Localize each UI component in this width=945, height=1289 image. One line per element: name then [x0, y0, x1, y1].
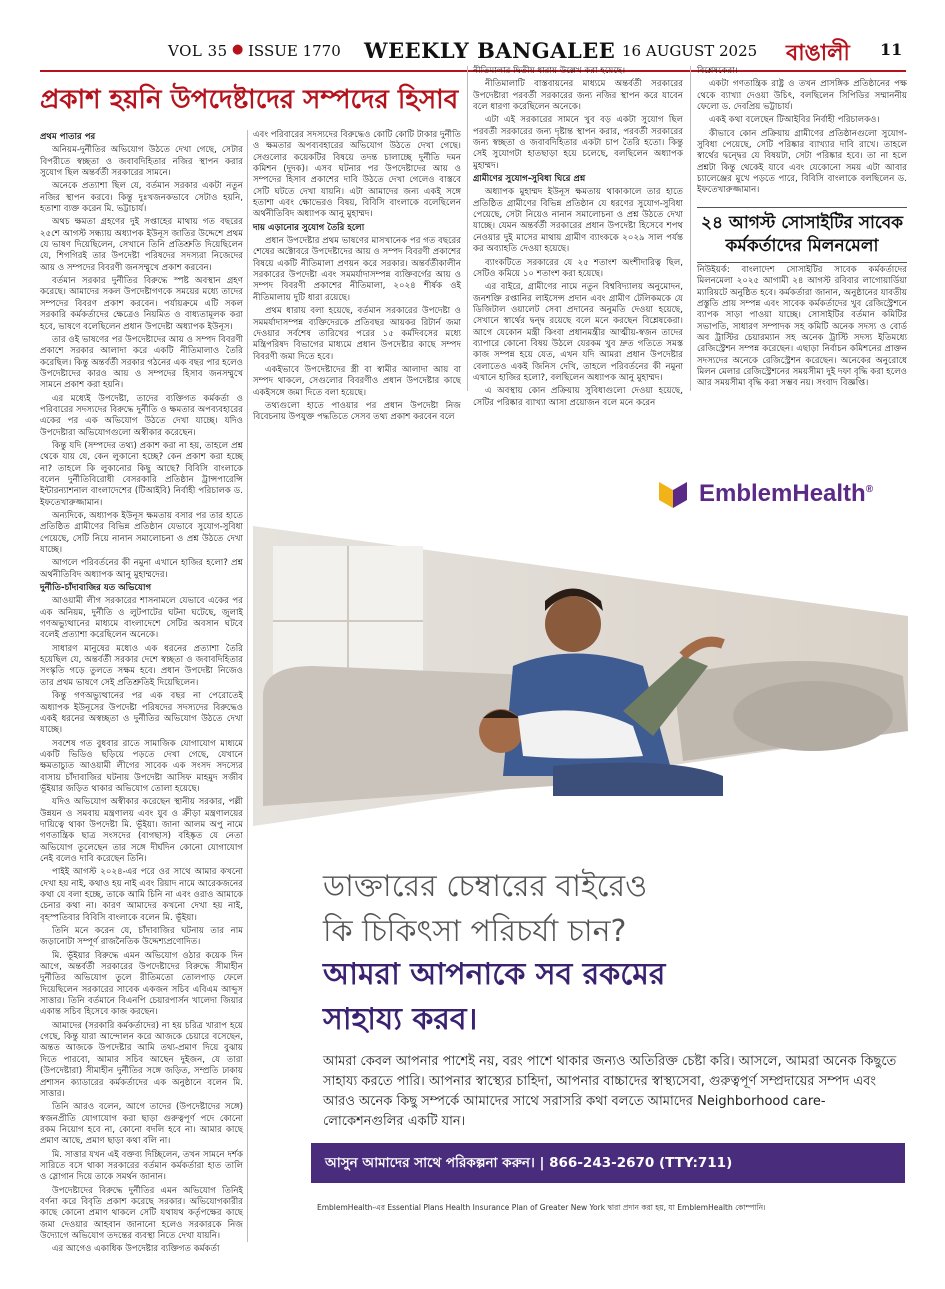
ad-call-to-action[interactable]: আসুন আমাদের সাথে পরিকল্পনা করুন। | 866-243-2670 (TTY:711) — [311, 1143, 905, 1183]
article-paragraph: যদিও অভিযোগ অস্বীকার করেছেন স্থানীয় সরকার, পল্লী উন্নয়ন ও সমবায় মন্ত্রণালয় এবং যুব ও ক্রীড়া মন্ত্রণালয়ের দায়িত্বে থাকা উপদেষ্টা মি. ভূঁইয়া। জানা আলম অপু নামে গণতান্ত্রিক ছাত্র সংসদের (বাগছাস) বহিষ্কৃত যে নেতা অভিযোগ তুলেছেন তার সঙ্গে দীর্ঘদিন কোনো যোগাযোগ নেই বলেও দাবি করেছেন তিনি। — [40, 797, 243, 864]
article-paragraph: বর্তমান সরকার দুর্নীতির বিরুদ্ধে স্পষ্ট অবস্থান গ্রহণ করেছে। আমাদের সকল উপদেষ্টাগণকে সময়ের মধ্যে তাদের সম্পদের বিবরণ প্রকাশ করবেন। পর্যায়ক্রমে এটি সকল সরকারি কর্মকর্তাদের ক্ষেত্রেও নিয়মিত ও বাধ্যতামূলক করা হবে, ভাষণে বলেছিলেন প্রধান উপদেষ্টা অধ্যাপক ইউনূস। — [40, 276, 243, 332]
article-paragraph: উপদেষ্টাদের বিরুদ্ধে দুর্নীতির এমন অভিযোগ তিনিই বর্ণনা করে বিবৃতি প্রকাশ করেছে সরকার। অভিযোগকারীর কাছে কোনো প্রমাণ থাকলে সেটি যথাযথ কর্তৃপক্ষের কাছে জমা দেওয়ার আহবান জানানো হলেও সরকারকে নিজ উদ্যোগে অভিযোগ তদন্তের ব্যবস্থা নিতে দেখা যায়নি। — [40, 1185, 243, 1241]
article-paragraph: অনিয়ম-দুর্নীতির অভিযোগ উঠতে দেখা গেছে, সেটার বিপরীতে স্বচ্ছতা ও জবাবদিহিতার নজির স্থাপন করার সুযোগ ছিল অন্তর্বর্তী সরকারের সামনে। — [40, 145, 243, 179]
issue-label: ISSUE 1770 — [248, 42, 341, 60]
article-paragraph: বিশ্লেষকেরা। — [697, 66, 738, 76]
issue-date: 16 AUGUST 2025 — [622, 42, 758, 60]
article-paragraph: সবশেষ গত বুধবার রাতে সামাজিক যোগাযোগ মাধ্যমে একটি ভিডিও ছড়িয়ে পড়তে দেখা গেছে, যেখানে ক্ষমতাচ্যুত আওয়ামী লীগের সাবেক এক সংসদ সদস্যের বাসায় চাঁদাবাজির ঘটনায় উপদেষ্টা আসিফ মাহমুদ সজীব ভূঁইয়ার জড়িত থাকার অভিযোগ তোলা হয়েছে। — [40, 738, 243, 794]
article-column-3 — [473, 66, 683, 408]
article-paragraph: অন্যদিকে, অধ্যাপক ইউনূস ক্ষমতায় বসার পর তার হাতে প্রতিষ্ঠিত গ্রামীণের বিভিন্ন প্রতিষ্ঠান যেভাবে সুযোগ-সুবিধা পেয়েছে, সেটি নিয়ে নানান সমালোচনা ও প্রশ্ন উঠতে দেখা যাচ্ছে। — [40, 511, 243, 556]
newspaper-logo: বাঙালী — [786, 41, 850, 66]
article-paragraph: এটা এই সরকারের সামনে খুব বড় একটা সুযোগ ছিল পরবর্তী সরকারের জন্য দৃষ্টান্ত স্থাপন করার, পরবর্তী সরকারের জন্য স্বচ্ছতা ও জবাবদিহিতার একটা চাপ তৈরি হতো। কিন্তু সেই সুযোগটা হাতছাড়া হয়ে চলেছে, বলছিলেন অধ্যাপক মুহাম্মদ। — [473, 115, 683, 171]
article-paragraph: তিনি মনে করেন যে, চাঁদাবাজির ঘটনায় তার নাম জড়ানোটা সম্পূর্ণ রাজনৈতিক উদ্দেশ্যপ্রণোদিত। — [40, 926, 243, 948]
article-paragraph: এর বাইরে, গ্রামীণের নামে নতুন বিশ্ববিদ্যালয় অনুমোদন, জনশক্তি রপ্তানির লাইসেন্স প্রদান এবং গ্রামীণ টেলিকমকে যে ডিজিটাল ওয়ালেট সেবা প্রদানের অনুমতি দেওয়া হয়েছে, সেখানে স্বার্থের দ্বন্দ্ব রয়েছে বলে মনে করছেন বিশ্লেষকেরা। আগে যেকোন মন্ত্রী কিংবা প্রধানমন্ত্রীর আত্মীয়-স্বজন তাদের ব্যাপারে কোনো বিষয় উঠলে যেরকম খুব দ্রুত গতিতে সমস্ত কাজ সম্পন্ন হয়ে যেত, এখন যদি আমরা প্রধান উপদেষ্টার বেলাতেও একই জিনিস দেখি, তাহলে পরিবর্তনের কী নমুনা এখানে হাজির হলো?, বলছিলেন অধ্যাপক আনু মুহাম্মদ। — [473, 282, 683, 383]
article-paragraph: সাধারণ মানুষের মধ্যেও এক ধরনের প্রত্যাশা তৈরি হয়েছিল যে, অন্তর্বর্তী সরকার দেশে স্বচ্ছতা ও জবাবদিহিতার সংস্কৃতি গড়ে তুলতে সক্ষম হবে। প্রধান উপদেষ্টা নিজেও তার প্রথম ভাষণে সেই প্রতিশ্রুতিই দিয়েছিলেন। — [40, 643, 243, 688]
news-box-body — [697, 265, 907, 389]
article-paragraph: নীতিমালার দ্বিতীয় ধারায় উল্লেখ করা হয়েছে। — [473, 66, 626, 76]
article-paragraph: অধ্যাপক মুহাম্মদ ইউনূস ক্ষমতায় থাকাকালে তার হাতে প্রতিষ্ঠিত গ্রামীণের বিভিন্ন প্রতিষ্ঠান যে ধরণের সুযোগ-সুবিধা পেয়েছে, সেটা নিয়েও নানান সমালোচনা ও প্রশ্ন উঠতে দেখা যাচ্ছে। যেমন অন্তর্বর্তী সরকারের প্রধান উপদেষ্টা হিসেবে শপথ নেওয়ার দুই মাসের মাথায় গ্রামীণ ব্যাংককে ২০২৯ সাল পর্যন্ত কর অব্যাহতি দেওয়া হয়েছে। — [473, 187, 683, 255]
article-paragraph: অনেকে প্রত্যাশা ছিল যে, বর্তমান সরকার একটা নতুন নজির স্থাপন করবে। কিন্তু দুঃখজনকভাবে সেটাও হয়নি, হতাশা ব্যক্ত করেন মি. ভট্টাচার্য। — [40, 181, 243, 215]
news-box-headline: ২৪ আগস্ট সোসাইটির সাবেক কর্মকর্তাদের মিলনমেলা — [697, 207, 907, 263]
column-divider — [690, 66, 691, 391]
emblemhealth-logo-icon — [655, 476, 691, 512]
publication-title: WEEKLY BANGALEE — [364, 38, 616, 63]
article-paragraph: এর আগেও একাধিক উপদেষ্টার ব্যক্তিগত কর্মকর্তা — [52, 1244, 220, 1255]
article-paragraph: এবং পরিবারের সদস্যদের বিরুদ্ধেও কোটি কোটি টাকার দুর্নীতি ও ক্ষমতার অপব্যবহারের অভিযোগ উঠতে দেখা গেছে। সেগুলোর কয়েকটির বিষয়ে তদন্ত চালাচ্ছে দুর্নীতি দমন কমিশন (দুদক)। এসব ঘটনার পর উপদেষ্টাদের আয় ও সম্পদের হিসাব প্রকাশের দাবি উঠতে দেখা গেলেও বাস্তবে সেটি ঘটতে দেখা যায়নি। এটা আমাদের জন্য একই সঙ্গে হতাশা এবং ক্ষোভেরও বিষয়, বিবিসি বাংলাকে বলেছিলেন অর্থনীতিবিদ অধ্যাপক আনু মুহাম্মদ। — [253, 130, 461, 220]
article-paragraph: কিন্তু যদি (সম্পদের তথ্য) প্রকাশ করা না হয়, তাহলে প্রশ্ন থেকে যায় যে, কেন লুকানো হচ্ছে? কেন প্রকাশ করা হচ্ছে না? তাহলে কি লুকানোর কিছু আছে? বিবিসি বাংলাকে বলেন দুর্নীতিবিরোধী বেসরকারি প্রতিষ্ঠান ট্রান্সপারেন্সি ইন্টারন্যাশনাল বাংলাদেশের (টিআইবি) নির্বাহী পরিচালক ড. ইফতেখারুজ্জামান। — [40, 440, 243, 508]
article-column-1 — [40, 130, 243, 1255]
ad-subheadline: আমরা আপনাকে সব রকমের সাহায্য করব। — [323, 957, 666, 1037]
ad-headline: ডাক্তারের চেম্বারের বাইরেও কি চিকিৎসা পরিচর্যা চান? — [323, 869, 648, 949]
article-column-4 — [697, 66, 907, 196]
emblemhealth-advertisement[interactable] — [253, 466, 908, 1244]
article-column-2 — [253, 130, 461, 423]
ad-disclaimer: EmblemHealth-এর Essential Plans Health Insurance Plan of Greater New York দ্বারা প্রদান করা হয়, যা EmblemHealth কোম্পানি। — [317, 1203, 766, 1212]
section-subheading: দুর্নীতি-চাঁদাবাজির যত অভিযোগ — [40, 583, 152, 594]
article-paragraph: কিন্তু গণঅভ্যুত্থানের পর এক বছর না পেরোতেই অধ্যাপক ইউনূসের উপদেষ্টা পরিষদের সদস্যদের বিরুদ্ধেও একই ধরনের অস্বচ্ছতা ও দুর্নীতির অভিযোগ উঠতে দেখা যাচ্ছে। — [40, 691, 243, 736]
separator-dot-icon: ● — [232, 42, 244, 57]
article-paragraph: মি. সাত্তার যখন এই বক্তব্য দিচ্ছিলেন, তখন সামনে দর্শক সারিতে বসে থাকা সরকারের বর্তমান কর্মকর্তারা হাত তালি ও স্লোগান দিয়ে তাকে সমর্থন জানান। — [40, 1149, 243, 1183]
article-paragraph: পাইই আগস্ট ২০২৪-এর পরে ওর সাথে আমার কখনো দেখা হয় নাই, কথাও হয় নাই এবং রিয়াদ নামে আরেকজনের কথা যে বলা হচ্ছে, তাকে আমি চিনি না এবং ওরাও আমাকে চেনার কথা না। কারণ আমাদের কখনো দেখা হয় নাই, বৃহস্পতিবার বিবিসি বাংলাকে বলেন মি. ভূঁইয়া। — [40, 867, 243, 923]
column-divider — [247, 130, 248, 1242]
article-paragraph: আওয়ামী লীগ সরকারের শাসনামলে যেভাবে একের পর এক অনিয়ম, দুর্নীতি ও লুটপাটের ঘটনা ঘটেছে, জুলাই গণঅভ্যুত্থানের মাধ্যমে বাংলাদেশে সেটির অবসান ঘটবে বলেই প্রত্যাশা করেছিলেন অনেকে। — [40, 596, 243, 641]
article-paragraph: একটা গণতান্ত্রিক রাষ্ট্র ও তখন প্রাসঙ্গিক প্রতিষ্ঠানের পক্ষ থেকে ব্যাখ্যা দেওয়া উচিৎ, বলছিলেন সিপিডির সম্মাননীয় ফেলো ড. দেবপ্রিয় ভট্টাচার্য। — [697, 79, 907, 113]
masthead — [0, 0, 945, 66]
article-paragraph: মি. ভূঁইয়ার বিরুদ্ধে এমন অভিযোগ ওঠার কয়েক দিন আগে, অন্তর্বর্তী সরকারের উপদেষ্টাদের বিরুদ্ধে সীমাহীন দুর্নীতির অভিযোগ তুলে রীতিমতো তোলপাড় ফেলে দিয়েছিলেন সরকারের সাবেক একজন সচিব এবিএম আব্দুস সাত্তার। তিনি বর্তমানে বিএনপি চেয়ারপার্সন খালেদা জিয়ার একান্ত সচিব হিসেবে কাজ করছেন। — [40, 950, 243, 1018]
section-subheading: গ্রামীণের সুযোগ-সুবিধা ঘিরে প্রশ্ন — [473, 174, 586, 185]
article-paragraph: অথচ ক্ষমতা গ্রহণের দুই সপ্তাহের মাথায় গত বছরের ২৫শে আগস্ট সন্ধ্যায় অধ্যাপক ইউনূস জাতির উদ্দেশে প্রথম যে ভাষণ দিয়েছিলেন, সেখানে তিনি প্রতিশ্রুতি দিয়েছিলেন যে, শিগগিরই তার উপদেষ্টা পরিষদের সদস্যরা নিজেদের আয় ও সম্পদের বিবরণী জনসম্মুখে প্রকাশ করবেন। — [40, 217, 243, 273]
article-paragraph: তিনি আরও বলেন, আগে তাদের (উপদেষ্টাদের সঙ্গে) স্বজনপ্রীতি যোগাযোগ করা ছাড়া গুরুত্বপূর্ণ পদে কোনো রকম নিয়োগ হবে না, কোনো বদলি হবে না। আমার কাছে প্রমাণ আছে, প্রমাণ ছাড়া কথা বলি না। — [40, 1102, 243, 1147]
column-divider — [467, 66, 468, 391]
page-number: 11 — [880, 40, 903, 59]
article-paragraph: ব্যাংকটিতে সরকারের যে ২৫ শতাংশ অংশীদারিত্ব ছিল, সেটিও কমিয়ে ১০ শতাংশ করা হয়েছে। — [473, 257, 683, 279]
article-paragraph: নীতিমালাটি বাস্তবায়নের মাধ্যমে অন্তর্বর্তী সরকারের উপদেষ্টারা পরবর্তী সরকারের জন্য নজির স্থাপন করে যাবেন বলে ধারণা করেছিলেন অনেকে। — [473, 79, 683, 113]
article-paragraph: তথ্যগুলো হাতে পাওয়ার পর প্রধান উপদেষ্টা নিজ বিবেচনায় উপযুক্ত পদ্ধতিতে সেসব তথ্য প্রকাশ করবেন বলে — [253, 400, 461, 423]
article-paragraph: প্রথম ধারায় বলা হয়েছে, বর্তমান সরকারের উপদেষ্টা ও সমমর্যাদাসম্পন্ন ব্যক্তিদেরকে প্রতিবছর আয়কর রিটার্ন জমা দেওয়ার সর্বশেষ তারিখের পরের ১৫ কর্মদিবসের মধ্যে মন্ত্রিপরিষদ বিভাগের মাধ্যমে প্রধান উপদেষ্টার কাছে সম্পদ বিবরণী জমা দিতে হবে। — [253, 306, 461, 362]
volume-label: VOL 35 — [168, 42, 228, 60]
article-paragraph: একই কথা বলেছেন টিআইবির নির্বাহী পরিচালকও। — [709, 115, 880, 126]
article-headline: প্রকাশ হয়নি উপদেষ্টাদের সম্পদের হিসাব — [40, 85, 459, 115]
section-subheading: দায় এড়ানোর সুযোগ তৈরি হলো — [253, 222, 365, 233]
article-paragraph: এর মধ্যেই উপদেষ্টা, তাদের ব্যক্তিগত কর্মকর্তা ও পরিবারের সদস্যদের বিরুদ্ধে দুর্নীতি ও ক্ষমতার অপব্যবহারের একের পর এক অভিযোগ উঠতে দেখা যাচ্ছে। যদিও উপদেষ্টারা অভিযোগগুলো অস্বীকার করেছেন। — [40, 393, 243, 438]
article-paragraph: কীভাবে কোন প্রক্রিয়ায় গ্রামীণের প্রতিষ্ঠানগুলো সুযোগ-সুবিধা পেয়েছে, সেটি পরিষ্কার ব্যাখ্যার দাবি রাখে। তাহলে স্বার্থের দ্বন্দ্বের যে বিষয়টা, সেটা পরিষ্কার হবে। তা না হলে প্রশ্নটা কিন্তু থেকেই যাবে এবং যেকোনো সময় এটা আবার চ্যালেঞ্জের মুখে পড়তে পারে, বিবিসি বাংলাকে বলছিলেন ড. ইফতেখারুজ্জামান। — [697, 128, 907, 196]
article-paragraph: নিউইয়র্ক: বাংলাদেশ সোসাইটির সাবেক কর্মকর্তাদের মিলনমেলা ২০২৫ আগামী ২৪ আগস্ট রবিবার লাগোয়ার্ডিয়া ম্যারিয়টে অনুষ্ঠিত হবে। কর্মকর্তারা জানান, অনুষ্ঠানের যাবতীয় প্রস্তুতি প্রায় সম্পন্ন এবং সাবেক কর্মকর্তাদের খুব রেজিস্ট্রেশনে ব্যাপক সাড়া পাওয়া যাচ্ছে। সোসাইটির বর্তমান কমিটির সভাপতি, সাধারণ সম্পাদক সহ কমিটি অনেক সদস্য ও বোর্ড অব ট্রাস্টির চেয়ারম্যান সহ অনেক ট্রাস্টি সদস্য ইতিমধ্যে রেজিস্ট্রেশন সম্পন্ন করেছেন। এছাড়া নির্বাচন কমিশনের প্রাক্তন সদস্যদের অনেকে রেজিস্ট্রেশন করেছেন। অনেকের অনুরোধে মিলন মেলার রেজিস্ট্রেশনের সময়সীমা দুই দফা বৃদ্ধি করা হলেও আর সময়সীমা বৃদ্ধি করা সম্ভব নয়। সংবাদ বিজ্ঞপ্তি। — [697, 265, 907, 389]
article-paragraph: আমাদের (সরকারি কর্মকর্তাদের) না হয় চরিত্র খারাপ হয়ে গেছে, কিন্তু যারা আন্দোলন করে আজকে চেয়ারে বসেছেন, অন্তত আজকে উপদেষ্টার আমি তথ্য-প্রমাণ দিয়ে বুঝায় দিতে পারবো, আমার সচিব আছেন দুইজন, যে তারা (উপদেষ্টারা) সীমাহীন দুর্নীতির সঙ্গে জড়িত, সম্প্রতি ঢাকায় প্রশাসন ক্যাডারের কর্মকর্তাদের এক অনুষ্ঠানে বলেন মি. সাত্তার। — [40, 1020, 243, 1099]
article-paragraph: এ অবস্থায় কোন প্রক্রিয়ায় সুবিধাগুলো দেওয়া হয়েছে, সেটির পরিষ্কার ব্যাখ্যা আসা প্রয়োজন বলে মনে করেন — [473, 386, 683, 408]
emblemhealth-brand: EmblemHealth® — [699, 480, 874, 507]
article-paragraph: প্রধান উপদেষ্টার প্রথম ভাষণের মাসখানেক পর গত বছরের শেষের অক্টোবরে উপদেষ্টাদের আয় ও সম্পদ বিবরণী প্রকাশের বিষয়ে একটি নীতিমালা প্রণয়ন করে সরকার। অন্তর্বর্তীকালীন সরকারের উপদেষ্টা এবং সমমর্যাদাসম্পন্ন ব্যক্তিবর্গের আয় ও সম্পদ বিবরণী প্রকাশের নীতিমালা, ২০২৪ শীর্ষক ওই নীতিমালায় দুটি ধারা রয়েছে। — [253, 236, 461, 303]
ad-body-text: আমরা কেবল আপনার পাশেই নয়, বরং পাশে থাকার জন্যও অতিরিক্ত চেষ্টা করি। আসলে, আমরা অনেক কিছুতে সাহায্য করতে পারি। আপনার স্বাস্থ্যের চাহিদা, আপনার বাচ্চাদের স্বাস্থ্যসেবা, গুরুত্বপূর্ণ সম্প্রদায়ের সম্পদ এবং আরও অনেক কিছু সম্পর্কে আমাদের সাথে সরাসরি কথা বলতে আমাদের Neighborhood care- লোকেশনগুলির একটি যান। — [323, 1054, 897, 1130]
article-paragraph: আগলে পরিবর্তনের কী নমুনা এখানে হাজির হলো? প্রশ্ন অর্থনীতিবিদ অধ্যাপক আনু মুহাম্মদের। — [40, 558, 243, 580]
article-paragraph: একইভাবে উপদেষ্টাদের স্ত্রী বা স্বামীর আলাদা আয় বা সম্পদ থাকলে, সেগুলোর বিবরণীও প্রধান উপদেষ্টার কাছে একইসঙ্গে জমা দিতে বলা হয়েছে। — [253, 364, 461, 398]
section-subheading: প্রথম পাতার পর — [40, 132, 96, 142]
article-paragraph: তার ওই ভাষণের পর উপদেষ্টাদের আয় ও সম্পদ বিবরণী প্রকাশে সরকার আলাদা করে একটি নীতিমালাও তৈরি করেছিল। কিন্তু অন্তর্বর্তী সরকার গঠনের এক বছর পার হলেও উপদেষ্টাদের কারও আয় ও সম্পদের হিসাব জনসম্মুখে সামনে প্রকাশ করা হয়নি। — [40, 334, 243, 391]
family-photo-image — [253, 526, 908, 826]
